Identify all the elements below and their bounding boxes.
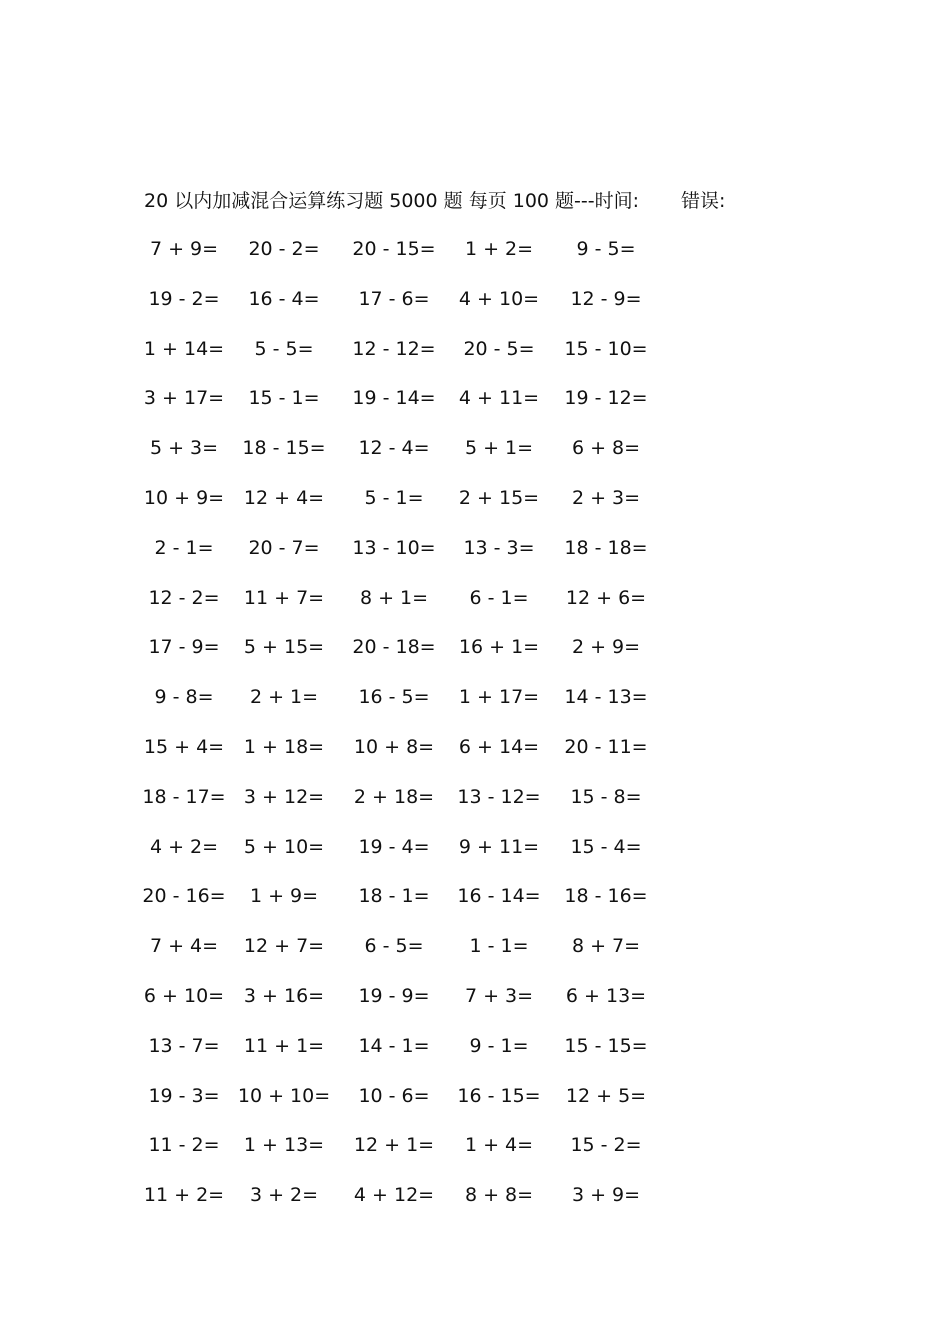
- problem-item: 19 - 9=: [358, 984, 430, 1007]
- problem-item: 1 + 9=: [249, 885, 319, 908]
- worksheet-title: 20 以内加减混合运算练习题 5000 题 每页 100 题---时间:: [144, 190, 640, 212]
- problem-item: 6 + 8=: [571, 437, 641, 460]
- problem-item: 11 - 2=: [148, 1134, 220, 1157]
- problem-item: 13 - 3=: [463, 536, 535, 559]
- problem-row: [144, 782, 684, 832]
- problem-item: 2 + 3=: [571, 486, 641, 509]
- errors-label: 错误:: [681, 190, 726, 212]
- problem-item: 11 + 2=: [143, 1184, 225, 1207]
- problem-item: 10 - 6=: [358, 1084, 430, 1107]
- problem-item: 18 - 18=: [564, 536, 648, 559]
- problem-item: 1 + 13=: [243, 1134, 325, 1157]
- problem-row: [144, 234, 684, 284]
- problem-item: 3 + 12=: [243, 785, 325, 808]
- problem-item: 8 + 1=: [359, 586, 429, 609]
- problem-item: 3 + 16=: [243, 984, 325, 1007]
- problem-item: 18 - 15=: [242, 437, 326, 460]
- problem-item: 9 - 5=: [576, 238, 636, 260]
- problem-item: 15 - 2=: [570, 1134, 642, 1157]
- problem-item: 5 + 1=: [464, 437, 534, 460]
- problem-item: 15 - 10=: [564, 337, 648, 360]
- problem-row: [144, 1031, 684, 1081]
- problem-item: 11 + 1=: [243, 1034, 325, 1057]
- problem-item: 1 + 18=: [243, 735, 325, 758]
- problem-item: 7 + 3=: [464, 984, 534, 1007]
- problem-item: 2 - 1=: [154, 536, 214, 559]
- problem-item: 20 - 15=: [352, 238, 436, 260]
- problem-item: 7 + 4=: [149, 935, 219, 958]
- problem-item: 20 - 16=: [142, 885, 226, 908]
- problem-item: 18 - 17=: [142, 785, 226, 808]
- problem-row: [144, 383, 684, 433]
- problem-item: 19 - 12=: [564, 387, 648, 410]
- problem-row: [144, 682, 684, 732]
- problem-item: 17 - 6=: [358, 287, 430, 310]
- problem-item: 1 + 4=: [464, 1134, 534, 1157]
- problem-row: [144, 334, 684, 384]
- problem-item: 13 - 12=: [457, 785, 541, 808]
- problem-item: 10 + 10=: [237, 1084, 331, 1107]
- problem-row: [144, 732, 684, 782]
- problem-item: 5 - 5=: [254, 337, 314, 360]
- problem-item: 3 + 2=: [249, 1184, 319, 1207]
- problem-item: 15 - 1=: [248, 387, 320, 410]
- problem-item: 12 - 9=: [570, 287, 642, 310]
- problem-item: 5 + 15=: [243, 636, 325, 659]
- problem-item: 15 - 8=: [570, 785, 642, 808]
- problem-item: 2 + 18=: [353, 785, 435, 808]
- problem-item: 2 + 9=: [571, 636, 641, 659]
- problem-item: 12 - 2=: [148, 586, 220, 609]
- problem-item: 20 - 7=: [248, 536, 320, 559]
- problem-item: 8 + 8=: [464, 1184, 534, 1207]
- problem-item: 19 - 2=: [148, 287, 220, 310]
- problem-item: 16 - 4=: [248, 287, 320, 310]
- problem-item: 18 - 1=: [358, 885, 430, 908]
- problem-item: 14 - 13=: [564, 686, 648, 709]
- problem-item: 12 + 7=: [243, 935, 325, 958]
- problem-item: 3 + 9=: [571, 1184, 641, 1207]
- problem-item: 5 + 10=: [243, 835, 325, 858]
- problem-item: 6 + 10=: [143, 984, 225, 1007]
- problem-item: 20 - 5=: [463, 337, 535, 360]
- problem-item: 8 + 7=: [571, 935, 641, 958]
- problem-row: [144, 1130, 684, 1180]
- problem-item: 12 + 5=: [565, 1084, 647, 1107]
- problem-item: 19 - 3=: [148, 1084, 220, 1107]
- problem-item: 13 - 7=: [148, 1034, 220, 1057]
- problem-item: 12 - 4=: [358, 437, 430, 460]
- problem-item: 9 + 11=: [458, 835, 540, 858]
- problem-row: [144, 881, 684, 931]
- problem-item: 17 - 9=: [148, 636, 220, 659]
- problem-item: 1 + 2=: [464, 238, 534, 260]
- problem-row: [144, 583, 684, 633]
- problem-item: 15 - 4=: [570, 835, 642, 858]
- problem-item: 20 - 18=: [352, 636, 436, 659]
- problem-item: 13 - 10=: [352, 536, 436, 559]
- problem-item: 4 + 12=: [353, 1184, 435, 1207]
- problem-item: 5 - 1=: [364, 486, 424, 509]
- problem-item: 10 + 9=: [143, 486, 225, 509]
- problem-item: 16 + 1=: [458, 636, 540, 659]
- problem-item: 1 - 1=: [469, 935, 529, 958]
- problem-row: [144, 433, 684, 483]
- problem-item: 2 + 15=: [458, 486, 540, 509]
- problem-item: 6 - 1=: [469, 586, 529, 609]
- problem-item: 1 + 17=: [458, 686, 540, 709]
- problem-row: [144, 1180, 684, 1230]
- problem-item: 20 - 2=: [248, 238, 320, 260]
- problem-row: [144, 832, 684, 882]
- problem-item: 2 + 1=: [249, 686, 319, 709]
- problem-item: 6 + 13=: [565, 984, 647, 1007]
- problem-row: [144, 931, 684, 981]
- problem-item: 7 + 9=: [149, 238, 219, 260]
- problem-item: 10 + 8=: [353, 735, 435, 758]
- problem-item: 20 - 11=: [564, 735, 648, 758]
- problem-item: 4 + 11=: [458, 387, 540, 410]
- problem-item: 12 - 12=: [352, 337, 436, 360]
- problem-row: [144, 533, 684, 583]
- problem-row: [144, 1081, 684, 1131]
- problem-item: 19 - 14=: [352, 387, 436, 410]
- problem-item: 3 + 17=: [143, 387, 225, 410]
- problem-item: 16 - 5=: [358, 686, 430, 709]
- problem-item: 14 - 1=: [358, 1034, 430, 1057]
- problem-item: 11 + 7=: [243, 586, 325, 609]
- problem-item: 4 + 2=: [149, 835, 219, 858]
- problem-item: 18 - 16=: [564, 885, 648, 908]
- problem-item: 4 + 10=: [458, 287, 540, 310]
- problem-row: [144, 632, 684, 682]
- problem-item: 5 + 3=: [149, 437, 219, 460]
- problem-item: 6 - 5=: [364, 935, 424, 958]
- problem-item: 16 - 15=: [457, 1084, 541, 1107]
- problem-item: 15 - 15=: [564, 1034, 648, 1057]
- worksheet-header: [144, 186, 725, 216]
- problem-row: [144, 483, 684, 533]
- problem-item: 12 + 1=: [353, 1134, 435, 1157]
- problem-item: 16 - 14=: [457, 885, 541, 908]
- problem-item: 6 + 14=: [458, 735, 540, 758]
- problem-grid: [144, 234, 684, 1230]
- problem-item: 1 + 14=: [143, 337, 225, 360]
- problem-item: 9 - 1=: [469, 1034, 529, 1057]
- problem-item: 9 - 8=: [154, 686, 214, 709]
- problem-item: 19 - 4=: [358, 835, 430, 858]
- problem-item: 15 + 4=: [143, 735, 225, 758]
- problem-item: 12 + 6=: [565, 586, 647, 609]
- problem-item: 12 + 4=: [243, 486, 325, 509]
- problem-row: [144, 981, 684, 1031]
- problem-row: [144, 284, 684, 334]
